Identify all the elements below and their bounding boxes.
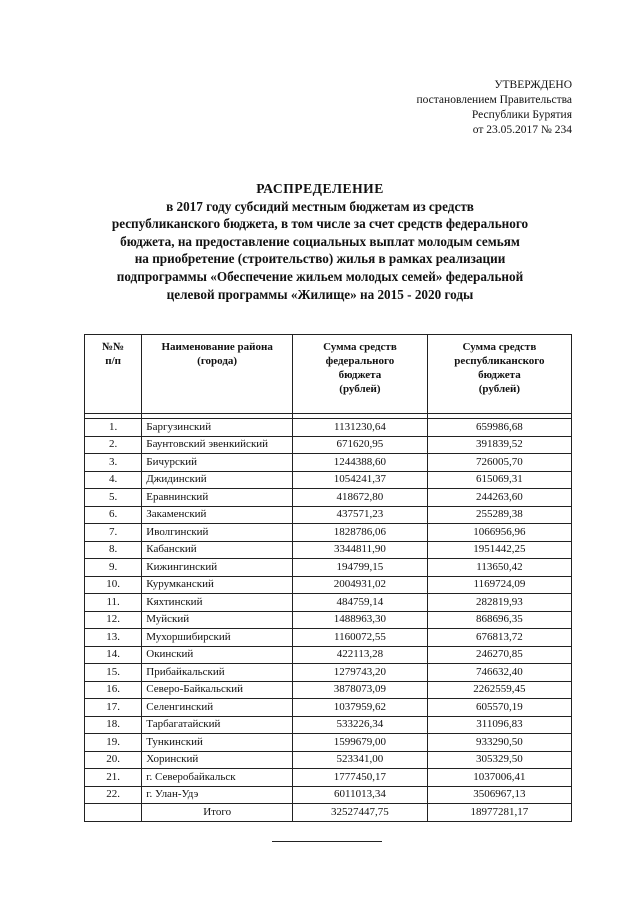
row-federal-sum: 3878073,09 — [293, 681, 428, 699]
row-federal-sum: 671620,95 — [293, 436, 428, 454]
row-federal-sum: 1160072,55 — [293, 629, 428, 647]
row-district-name: Селенгинский — [142, 699, 293, 717]
row-republic-sum: 391839,52 — [427, 436, 571, 454]
row-district-name: Северо-Байкальский — [142, 681, 293, 699]
row-federal-sum: 194799,15 — [293, 559, 428, 577]
row-district-name: Бичурский — [142, 454, 293, 472]
row-republic-sum: 868696,35 — [427, 611, 571, 629]
row-num: 17. — [85, 699, 142, 717]
row-num: 16. — [85, 681, 142, 699]
row-federal-sum: 1131230,64 — [293, 419, 428, 437]
footer-divider — [272, 841, 382, 842]
row-num: 14. — [85, 646, 142, 664]
document-title: РАСПРЕДЕЛЕНИЕ — [256, 181, 384, 196]
row-district-name: Мухоршибирский — [142, 629, 293, 647]
row-republic-sum: 3506967,13 — [427, 786, 571, 804]
header-name — [142, 335, 293, 414]
row-federal-sum: 6011013,34 — [293, 786, 428, 804]
row-num: 7. — [85, 524, 142, 542]
row-federal-sum: 533226,34 — [293, 716, 428, 734]
row-federal-sum: 1054241,37 — [293, 471, 428, 489]
header-republic-line: (рублей) — [478, 383, 521, 395]
row-federal-sum: 1777450,17 — [293, 769, 428, 787]
row-num: 13. — [85, 629, 142, 647]
header-num-line: №№ — [102, 341, 125, 353]
row-district-name: Муйский — [142, 611, 293, 629]
row-republic-sum: 933290,50 — [427, 734, 571, 752]
total-federal: 32527447,75 — [293, 804, 428, 822]
row-republic-sum: 746632,40 — [427, 664, 571, 682]
heading-line: целевой программы «Жилище» на 2015 - 2020 годы — [166, 286, 474, 302]
row-district-name: Курумканский — [142, 576, 293, 594]
row-federal-sum: 1828786,06 — [293, 524, 428, 542]
heading-line: республиканского бюджета, в том числе за счет средств федерального — [111, 216, 529, 232]
table-row — [85, 751, 572, 769]
table-row — [85, 646, 572, 664]
row-federal-sum: 3344811,90 — [293, 541, 428, 559]
row-district-name: г. Северобайкальск — [142, 769, 293, 787]
row-num: 6. — [85, 506, 142, 524]
row-district-name: Тункинский — [142, 734, 293, 752]
row-district-name: Закаменский — [142, 506, 293, 524]
row-num: 2. — [85, 436, 142, 454]
row-district-name: Тарбагатайский — [142, 716, 293, 734]
row-federal-sum: 484759,14 — [293, 594, 428, 612]
table-row — [85, 506, 572, 524]
row-republic-sum: 282819,93 — [427, 594, 571, 612]
row-republic-sum: 305329,50 — [427, 751, 571, 769]
header-federal — [293, 335, 428, 414]
approval-date: от 23.05.2017 № 234 — [472, 124, 572, 136]
table-row — [85, 786, 572, 804]
row-federal-sum: 422113,28 — [293, 646, 428, 664]
row-num: 3. — [85, 454, 142, 472]
row-republic-sum: 246270,85 — [427, 646, 571, 664]
row-republic-sum: 244263,60 — [427, 489, 571, 507]
row-num: 11. — [85, 594, 142, 612]
table-row — [85, 769, 572, 787]
row-republic-sum: 726005,70 — [427, 454, 571, 472]
row-num: 10. — [85, 576, 142, 594]
table-row — [85, 436, 572, 454]
table-row — [85, 524, 572, 542]
row-federal-sum: 523341,00 — [293, 751, 428, 769]
row-num: 19. — [85, 734, 142, 752]
row-republic-sum: 2262559,45 — [427, 681, 571, 699]
total-republic: 18977281,17 — [427, 804, 571, 822]
header-republic — [427, 335, 571, 414]
header-federal-line: (рублей) — [339, 383, 381, 395]
total-label: Итого — [142, 804, 293, 822]
header-republic-line: бюджета — [478, 369, 521, 381]
row-republic-sum: 605570,19 — [427, 699, 571, 717]
header-name-line: Наименование района — [161, 341, 273, 353]
row-num: 15. — [85, 664, 142, 682]
row-republic-sum: 113650,42 — [427, 559, 571, 577]
heading-line: подпрограммы «Обеспечение жильем молодых семей» федеральной — [116, 268, 524, 284]
approval-republic: Республики Бурятия — [471, 109, 572, 121]
table-total-row — [85, 804, 572, 822]
table-row — [85, 471, 572, 489]
table-row — [85, 541, 572, 559]
table-row — [85, 734, 572, 752]
approval-title: УТВЕРЖДЕНО — [494, 79, 572, 91]
row-num: 12. — [85, 611, 142, 629]
header-name-line: (города) — [197, 355, 238, 367]
header-republic-line: Сумма средств — [462, 341, 537, 353]
row-district-name: г. Улан-Удэ — [142, 786, 293, 804]
row-republic-sum: 676813,72 — [427, 629, 571, 647]
row-num: 4. — [85, 471, 142, 489]
table-row — [85, 681, 572, 699]
header-federal-line: Сумма средств — [323, 341, 397, 353]
document-heading — [70, 180, 570, 303]
row-federal-sum: 1037959,62 — [293, 699, 428, 717]
total-num-cell — [85, 804, 142, 822]
heading-line: на приобретение (строительство) жилья в рамках реализации — [134, 251, 506, 267]
row-federal-sum: 2004931,02 — [293, 576, 428, 594]
table-row — [85, 594, 572, 612]
row-district-name: Еравнинский — [142, 489, 293, 507]
row-num: 22. — [85, 786, 142, 804]
row-federal-sum: 1279743,20 — [293, 664, 428, 682]
row-republic-sum: 615069,31 — [427, 471, 571, 489]
row-district-name: Прибайкальский — [142, 664, 293, 682]
heading-line: бюджета, на предоставление социальных выплат молодым семьям — [120, 233, 520, 249]
row-federal-sum: 1244388,60 — [293, 454, 428, 472]
row-republic-sum: 1066956,96 — [427, 524, 571, 542]
table-row — [85, 454, 572, 472]
distribution-table — [84, 334, 572, 822]
row-num: 18. — [85, 716, 142, 734]
row-num: 9. — [85, 559, 142, 577]
table-row — [85, 716, 572, 734]
table-header-row — [85, 335, 572, 414]
table-row — [85, 576, 572, 594]
table-row — [85, 664, 572, 682]
row-republic-sum: 255289,38 — [427, 506, 571, 524]
table-row — [85, 559, 572, 577]
heading-line: в 2017 году субсидий местным бюджетам из средств — [166, 198, 474, 214]
row-district-name: Иволгинский — [142, 524, 293, 542]
row-republic-sum: 659986,68 — [427, 419, 571, 437]
row-republic-sum: 1951442,25 — [427, 541, 571, 559]
approval-decree: постановлением Правительства — [416, 94, 572, 106]
row-federal-sum: 437571,23 — [293, 506, 428, 524]
table-row — [85, 489, 572, 507]
header-federal-line: федерального — [325, 355, 395, 367]
row-num: 8. — [85, 541, 142, 559]
row-federal-sum: 1488963,30 — [293, 611, 428, 629]
header-republic-line: республиканского — [454, 355, 545, 367]
header-federal-line: бюджета — [338, 369, 382, 381]
header-num — [85, 335, 142, 414]
row-district-name: Кижингинский — [142, 559, 293, 577]
row-num: 20. — [85, 751, 142, 769]
row-federal-sum: 418672,80 — [293, 489, 428, 507]
row-republic-sum: 1169724,09 — [427, 576, 571, 594]
row-district-name: Баргузинский — [142, 419, 293, 437]
row-num: 1. — [85, 419, 142, 437]
row-republic-sum: 311096,83 — [427, 716, 571, 734]
approval-block — [312, 78, 572, 138]
table-row — [85, 699, 572, 717]
row-republic-sum: 1037006,41 — [427, 769, 571, 787]
table-row — [85, 629, 572, 647]
table-body — [85, 414, 572, 804]
row-num: 21. — [85, 769, 142, 787]
row-district-name: Баунтовский эвенкийский — [142, 436, 293, 454]
header-num-line: п/п — [105, 355, 121, 367]
row-district-name: Окинский — [142, 646, 293, 664]
table-row — [85, 419, 572, 437]
row-federal-sum: 1599679,00 — [293, 734, 428, 752]
row-district-name: Джидинский — [142, 471, 293, 489]
row-district-name: Хоринский — [142, 751, 293, 769]
row-num: 5. — [85, 489, 142, 507]
table-row — [85, 611, 572, 629]
row-district-name: Кабанский — [142, 541, 293, 559]
row-district-name: Кяхтинский — [142, 594, 293, 612]
